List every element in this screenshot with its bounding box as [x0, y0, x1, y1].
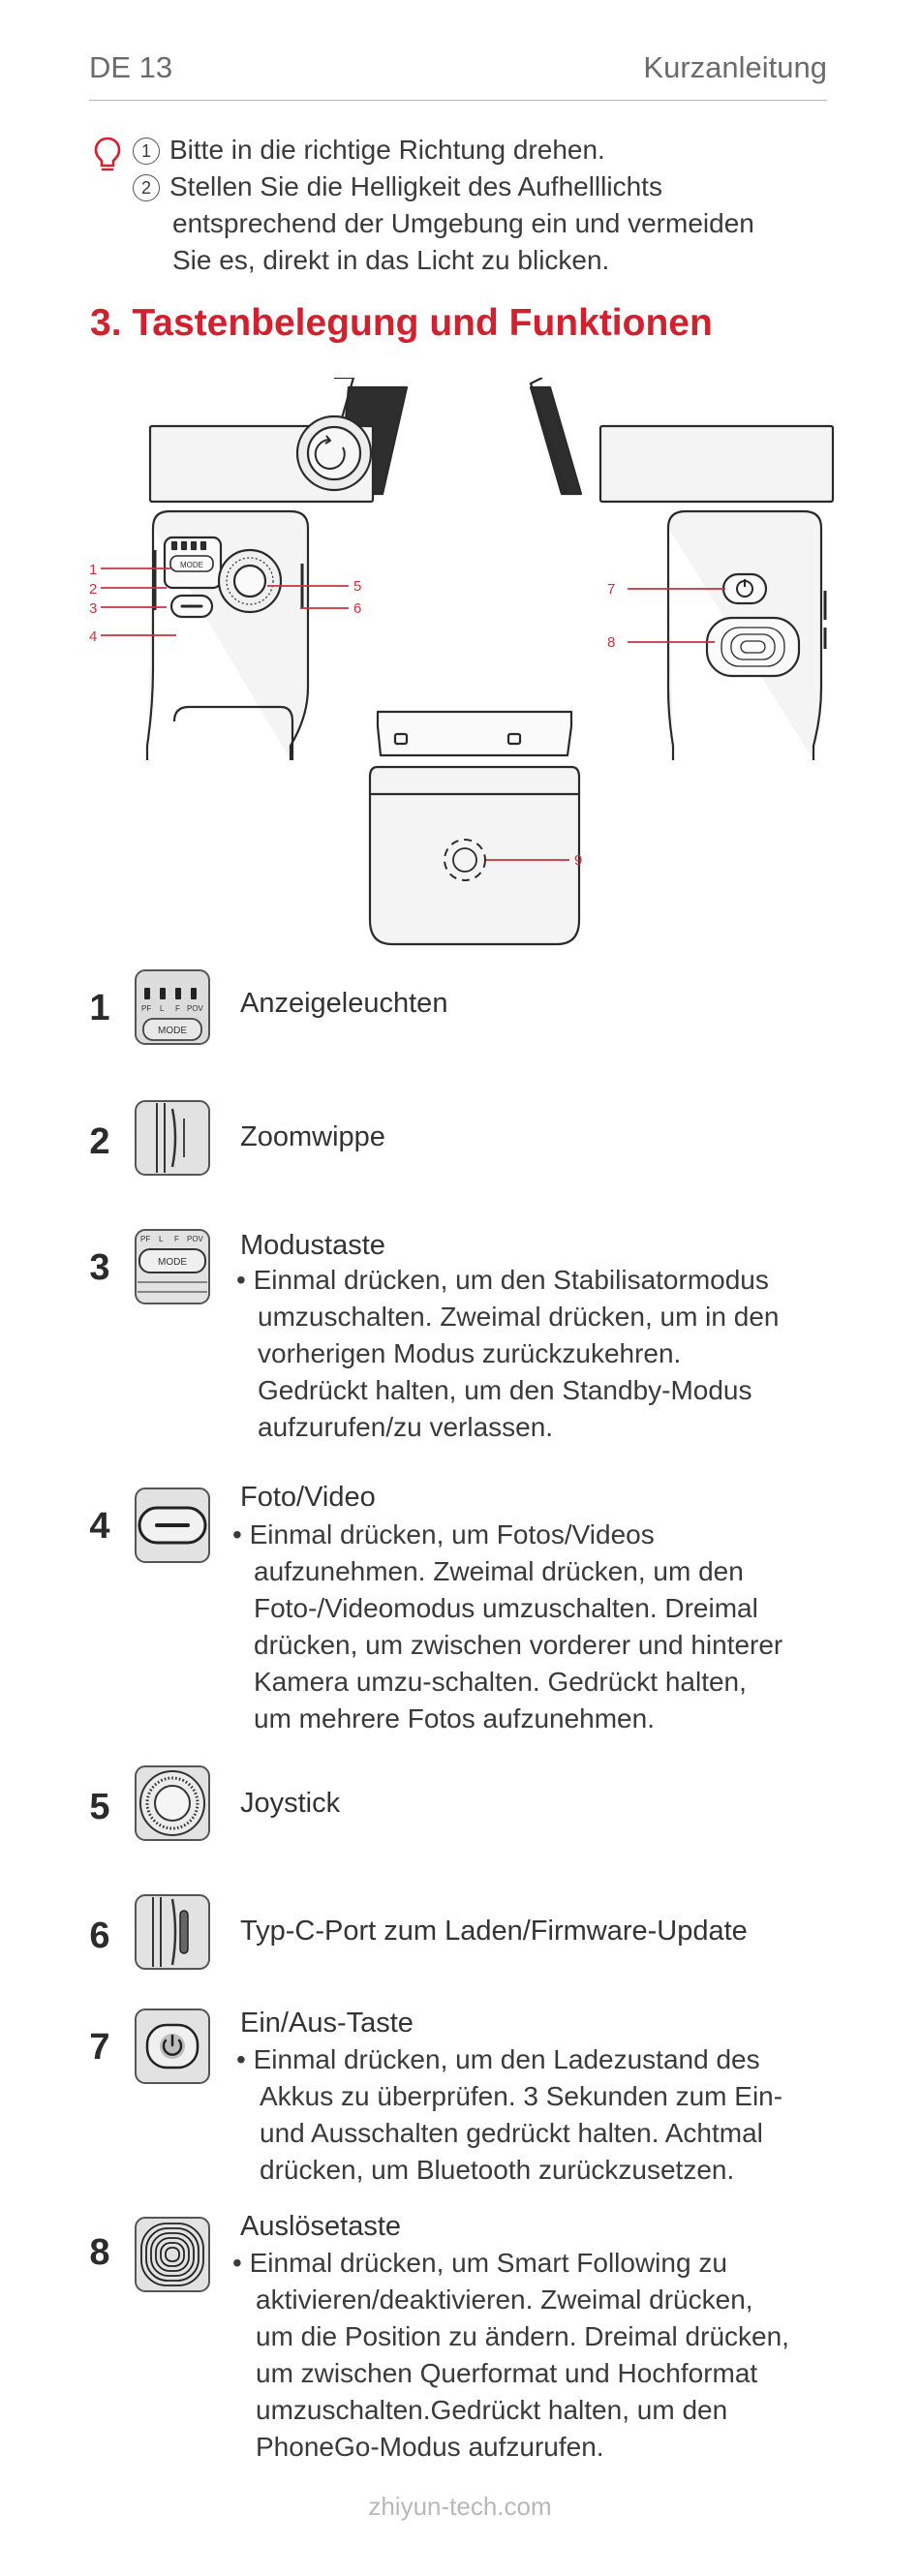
item-description-line: umzuschalten. Zweimal drücken, um in den — [258, 1302, 780, 1332]
photo-video-button-icon — [134, 1487, 211, 1564]
item-description-line: drücken, um Bluetooth zurückzusetzen. — [260, 2155, 735, 2185]
svg-text:L: L — [159, 1235, 164, 1243]
footer-url: zhiyun-tech.com — [368, 2492, 552, 2521]
item-description-line: • Einmal drücken, um Smart Following zu — [232, 2248, 727, 2278]
item-description-line: um zwischen Querformat und Hochformat — [256, 2358, 758, 2388]
trigger-button-icon — [134, 2216, 211, 2293]
section-title: 3. Tastenbelegung und Funktionen — [90, 302, 713, 344]
item-title: Zoomwippe — [240, 1121, 385, 1152]
item-number: 5 — [89, 1787, 110, 1827]
item-title: Foto/Video — [240, 1482, 376, 1513]
callout-7: 7 — [607, 581, 616, 598]
item-description-line: und Ausschalten gedrückt halten. Achtmal — [260, 2118, 763, 2148]
item-number: 6 — [89, 1916, 110, 1956]
item-number: 3 — [89, 1247, 110, 1288]
item-description-line: vorherigen Modus zurückzukehren. — [258, 1338, 682, 1368]
svg-text:MODE: MODE — [158, 1026, 187, 1036]
power-button-icon — [134, 2008, 211, 2085]
item-number: 1 — [89, 988, 110, 1028]
svg-text:PF: PF — [140, 1235, 151, 1243]
indicator-lights-icon — [134, 968, 211, 1046]
item-title: Typ-C-Port zum Laden/Firmware-Update — [240, 1916, 748, 1947]
item-description-line: Akkus zu überprüfen. 3 Sekunden zum Ein- — [260, 2081, 783, 2111]
svg-text:F: F — [174, 1235, 179, 1243]
item-number: 7 — [89, 2027, 110, 2068]
item-title: Ein/Aus-Taste — [240, 2008, 414, 2039]
item-description-line: Foto-/Videomodus umzuschalten. Dreimal — [254, 1593, 758, 1623]
callout-1: 1 — [89, 562, 98, 578]
item-title: Modustaste — [240, 1230, 385, 1261]
item-description-line: drücken, um zwischen vorderer und hinterer — [254, 1630, 783, 1660]
tip-line: Sie es, direkt in das Licht zu blicken. — [172, 245, 610, 275]
svg-text:L: L — [160, 1004, 165, 1013]
item-description-line: Gedrückt halten, um den Standby-Modus — [258, 1375, 752, 1405]
svg-text:F: F — [175, 1004, 180, 1013]
callout-2: 2 — [89, 581, 98, 598]
zoom-rocker-icon — [134, 1099, 211, 1177]
callout-8: 8 — [607, 634, 616, 651]
gimbal-diagram — [0, 378, 920, 959]
item-description-line: aufzunehmen. Zweimal drücken, um den — [254, 1556, 744, 1586]
document-title: Kurzanleitung — [643, 50, 827, 84]
item-title: Joystick — [240, 1788, 341, 1819]
svg-text:POV: POV — [187, 1004, 203, 1013]
tip-marker: 2 — [133, 174, 160, 201]
tip-item: 1 Bitte in die richtige Richtung drehen. — [133, 132, 605, 169]
item-description-line: Kamera umzu-schalten. Gedrückt halten, — [254, 1667, 747, 1697]
tip-marker: 1 — [133, 138, 160, 165]
tip-line: entsprechend der Umgebung ein und vermeiden — [172, 208, 754, 238]
item-title: Anzeigeleuchten — [240, 988, 448, 1019]
callout-5: 5 — [353, 578, 362, 595]
page-number: DE 13 — [89, 50, 173, 84]
mode-button-icon — [134, 1228, 211, 1305]
item-description-line: • Einmal drücken, um den Stabilisatormodus — [236, 1265, 769, 1295]
svg-text:MODE: MODE — [180, 561, 203, 569]
item-description-line: um mehrere Fotos aufzunehmen. — [254, 1703, 655, 1733]
svg-text:PF: PF — [141, 1004, 152, 1013]
item-description-line: aktivieren/deaktivieren. Zweimal drücken, — [256, 2285, 753, 2315]
item-number: 4 — [89, 1506, 110, 1547]
item-description-line: um die Position zu ändern. Dreimal drücken, — [256, 2321, 789, 2351]
callout-6: 6 — [353, 600, 362, 617]
svg-text:POV: POV — [187, 1235, 203, 1243]
item-number: 2 — [89, 1121, 110, 1162]
svg-text:MODE: MODE — [158, 1257, 187, 1268]
callout-9: 9 — [574, 852, 583, 869]
item-description-line: umzuschalten.Gedrückt halten, um den — [256, 2395, 728, 2425]
item-number: 8 — [89, 2232, 110, 2273]
item-description-line: aufzurufen/zu verlassen. — [258, 1412, 554, 1442]
item-description-line: • Einmal drücken, um Fotos/Videos — [232, 1519, 655, 1549]
header-divider — [89, 100, 827, 101]
callout-3: 3 — [89, 600, 98, 617]
callout-4: 4 — [89, 629, 98, 645]
tip-item: 2 Stellen Sie die Helligkeit des Aufhelllichts — [133, 169, 662, 205]
joystick-icon — [134, 1764, 211, 1842]
usb-c-port-icon — [134, 1893, 211, 1971]
lightbulb-icon — [93, 136, 122, 174]
item-description-line: • Einmal drücken, um den Ladezustand des — [236, 2044, 760, 2074]
item-title: Auslösetaste — [240, 2211, 402, 2242]
item-description-line: PhoneGo-Modus aufzurufen. — [256, 2432, 604, 2462]
